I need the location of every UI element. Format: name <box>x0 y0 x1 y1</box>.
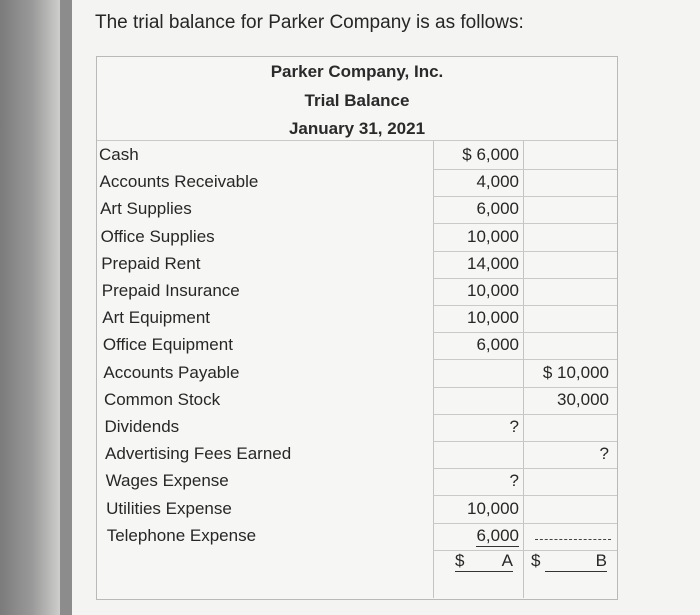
credit-amount: 30,000 <box>557 389 609 409</box>
row-divider <box>433 196 617 197</box>
debit-amount: 10,000 <box>467 281 519 300</box>
debit-amount: ? <box>509 417 519 436</box>
credit-amount: ? <box>599 444 609 464</box>
debit-total-symbol: $ <box>455 551 465 570</box>
row-divider <box>433 387 617 388</box>
account-name: Accounts Payable <box>103 362 240 382</box>
account-name: Office Equipment <box>102 335 233 355</box>
debit-total-label: A <box>455 551 513 572</box>
row-divider <box>433 523 617 524</box>
account-name: Art Supplies <box>100 199 192 219</box>
credit-total-symbol: $ <box>531 551 541 570</box>
account-name: Dividends <box>104 417 180 436</box>
account-name: Cash <box>99 145 139 164</box>
total-rule <box>535 539 611 540</box>
row-divider <box>433 278 617 279</box>
row-divider <box>97 140 617 141</box>
account-name: Art Equipment <box>102 308 211 328</box>
question-prompt: The trial balance for Parker Company is as follows: <box>95 12 524 33</box>
debit-amount: 6,000 <box>476 525 519 545</box>
account-name: Common Stock <box>103 389 221 409</box>
column-divider <box>523 140 524 598</box>
debit-amount: ? <box>509 471 519 491</box>
account-name: Prepaid Rent <box>101 253 201 273</box>
row-divider <box>433 495 617 496</box>
row-divider <box>433 305 617 306</box>
account-name: Utilities Expense <box>106 498 232 518</box>
row-divider <box>433 441 617 442</box>
row-divider <box>433 251 617 252</box>
debit-amount: $ 6,000 <box>462 145 519 164</box>
account-name: Office Supplies <box>100 226 215 246</box>
credit-amount: $ 10,000 <box>542 362 609 382</box>
company-name: Parker Company, Inc. <box>270 62 444 81</box>
account-name: Advertising Fees Earned <box>105 444 292 464</box>
account-name: Telephone Expense <box>106 525 257 545</box>
credit-total-label: B <box>545 551 607 572</box>
row-divider <box>433 359 617 360</box>
debit-amount: 4,000 <box>476 172 519 192</box>
row-divider <box>433 414 617 415</box>
debit-amount: 10,000 <box>467 308 519 328</box>
row-divider <box>433 468 617 469</box>
scrollbar[interactable] <box>60 0 72 615</box>
debit-amount: 6,000 <box>476 335 519 355</box>
trial-balance-table <box>96 56 618 600</box>
account-name: Wages Expense <box>105 471 229 491</box>
debit-amount: 14,000 <box>467 253 519 273</box>
row-divider <box>433 169 617 170</box>
debit-amount: 6,000 <box>476 199 519 219</box>
debit-amount: 10,000 <box>467 226 519 246</box>
column-divider <box>433 140 434 598</box>
account-name: Prepaid Insurance <box>101 281 240 300</box>
row-divider <box>433 332 617 333</box>
row-divider <box>433 223 617 224</box>
debit-amount: 10,000 <box>467 498 519 518</box>
statement-title: Trial Balance <box>304 91 410 110</box>
account-name: Accounts Receivable <box>99 172 259 192</box>
statement-date: January 31, 2021 <box>288 119 426 138</box>
